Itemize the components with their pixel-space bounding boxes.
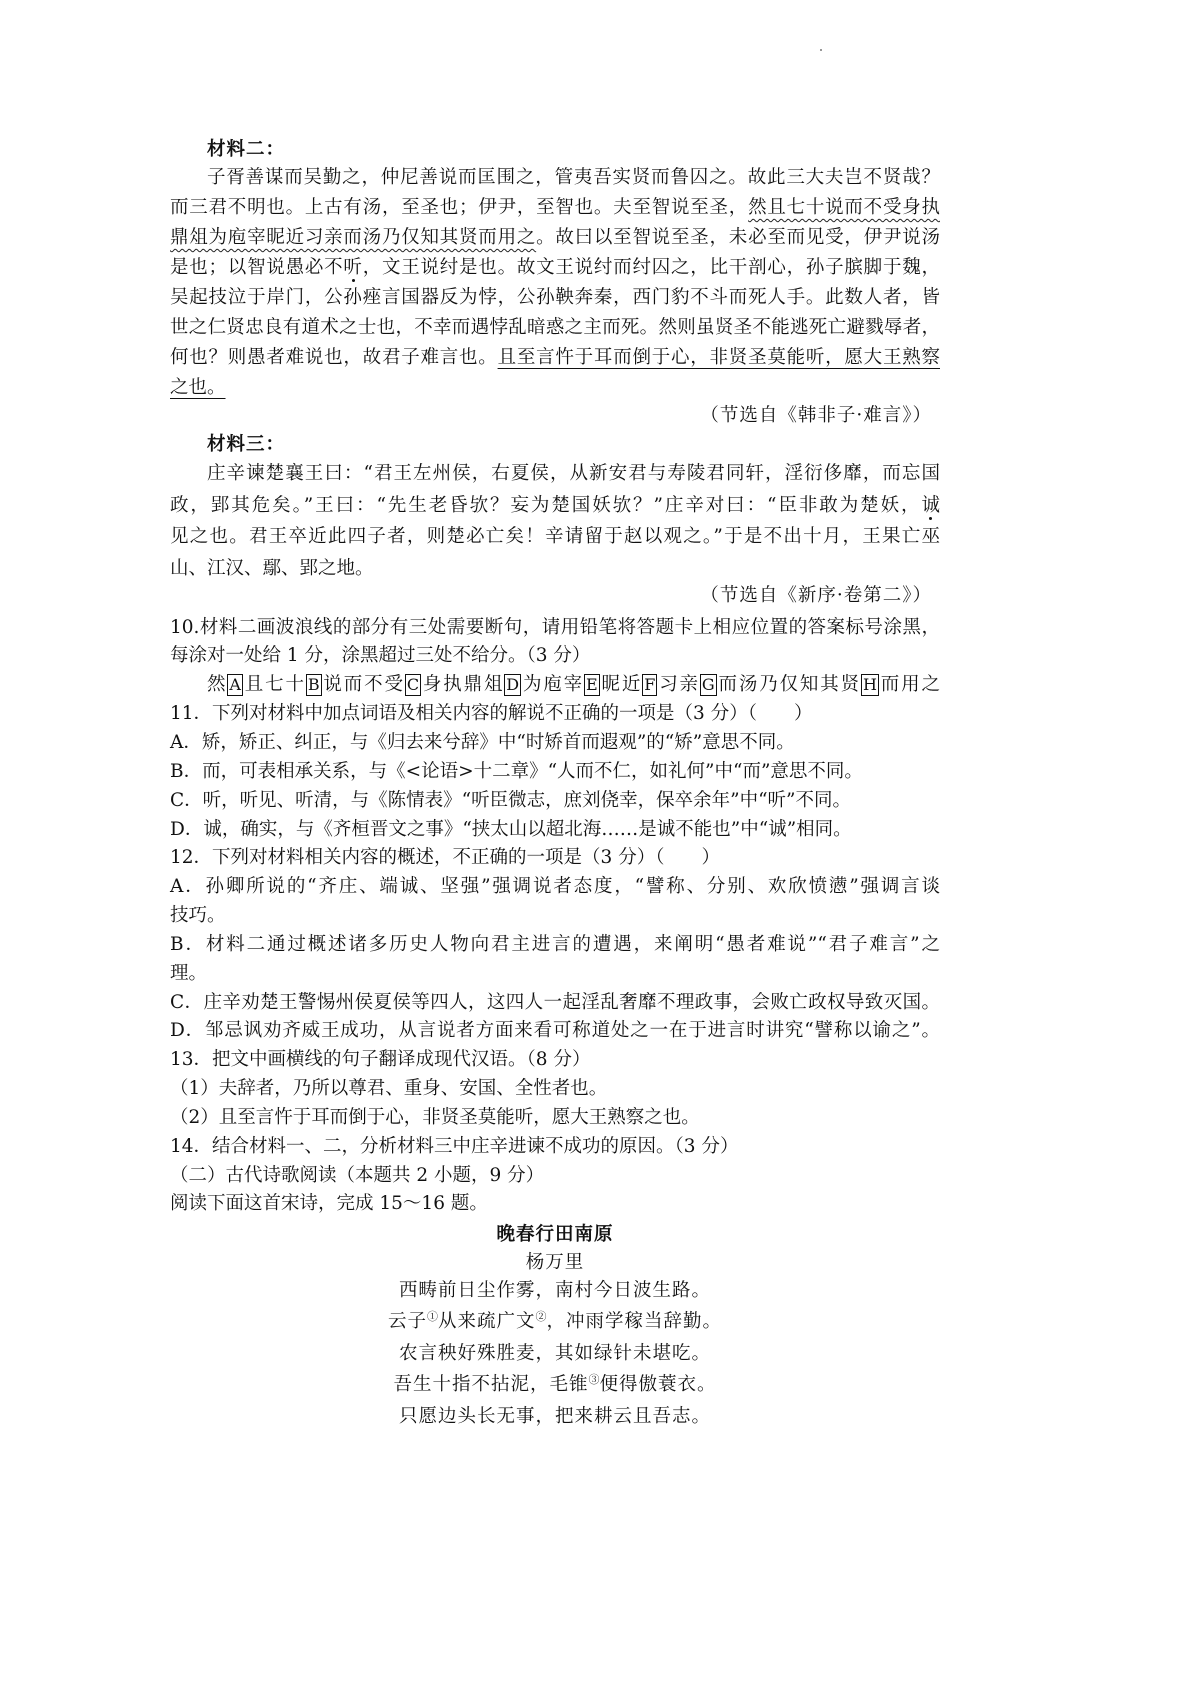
footnote-mark: ③ (588, 1373, 600, 1386)
passage-line (170, 343, 940, 373)
sentence-segment: 习亲 (657, 674, 700, 696)
question-13-stem: 13．把文中画横线的句子翻译成现代汉语。（8 分） (170, 1049, 591, 1071)
sentence-segment: 而汤乃仅知其贤 (716, 674, 861, 696)
poem-body (170, 1275, 940, 1433)
question-13-item-2: （2）且至言忤于耳而倒于心，非贤圣莫能听，愿大王熟察之也。 (170, 1106, 700, 1128)
poem-line (170, 1306, 940, 1338)
poem-text: ，冲雨学稼当辞勤。 (546, 1311, 723, 1332)
question-10-stem: 10.材料二画波浪线的部分有三处需要断句，请用铅笔将答题卡上相应位置的答案标号涂黑， (170, 616, 940, 638)
question-10-stem: 每涂对一处给 1 分，涂黑超过三处不给分。（3 分） (170, 645, 591, 667)
passage-line (170, 490, 940, 522)
passage-line (170, 253, 940, 283)
passage-line (170, 283, 940, 313)
passage-line (170, 223, 940, 253)
sentence-segment: 说而不受 (321, 674, 405, 696)
emphasis-dot-char: 听 (343, 257, 363, 278)
passage-line (170, 373, 940, 403)
section-2-title: （二）古代诗歌阅读（本题共 2 小题，9 分） (170, 1164, 545, 1186)
sentence-segment: 昵近 (599, 674, 643, 696)
poem-line (170, 1275, 940, 1307)
emphasis-dot-char: 诚 (921, 494, 940, 516)
passage-text: 子胥善谋而吴勤之，仲尼善说而匡围之，管夷吾实贤而鲁囚之。故此三大夫岂不贤哉？ (207, 167, 940, 188)
passage-line (170, 458, 940, 490)
underlined-text: 且至言忤于耳而倒于心，非贤圣莫能听，愿大王熟察 (497, 347, 940, 368)
poem-text: 只愿边头长无事，把来耕云且吾志。 (398, 1405, 711, 1427)
passage-text: 何也？则愚者难说也，故君子难言也。 (170, 347, 498, 368)
question-13-item-1: （1）夫辞者，乃所以尊君、重身、安国、全性者也。 (170, 1078, 608, 1100)
passage-text: 而三君不明也。上古有汤，至圣也；伊尹，至智也。夫至智说至圣， (170, 197, 749, 218)
underlined-text: 之也。 (170, 377, 226, 398)
passage-text: 见之也。君王卒近此四子者，则楚必亡矣！辛请留于赵以观之。”于是不出十月，王果亡巫 (170, 526, 940, 547)
answer-mark-box: D (506, 675, 520, 695)
poem-text: 农言秧好殊胜麦，其如绿针未堪吃。 (398, 1342, 711, 1364)
material-2-heading: 材料二： (207, 139, 286, 160)
question-12-option-d: D．邹忌讽劝齐威王成功，从言说者方面来看可称道处之一在于进言时讲究“譬称以谕之”。 (170, 1020, 940, 1042)
answer-mark-box: F (644, 675, 656, 695)
sentence-segment: 而用之 (878, 674, 940, 696)
question-11-stem: 11．下列对材料中加点词语及相关内容的解说不正确的一项是（3 分）（ ） (170, 703, 813, 725)
poem-text: 便得傲蓑衣。 (599, 1374, 717, 1395)
poem-text: 云子 (387, 1311, 427, 1332)
question-11-option-b: B．而，可表相承关系，与《<论语>十二章》“人而不仁，如礼何”中“而”意思不同。 (170, 760, 863, 782)
poem-line (170, 1338, 940, 1370)
question-12-option-b-cont: 理。 (170, 962, 208, 984)
answer-mark-box: A (229, 675, 241, 695)
question-11-option-a: A．矫，矫正、纠正，与《归去来兮辞》中“时矫首而遐观”的“矫”意思不同。 (170, 731, 795, 753)
question-10-sentence (170, 671, 940, 700)
question-12-option-a-cont: 技巧。 (170, 905, 226, 927)
question-12-option-c: C．庄辛劝楚王警惕州侯夏侯等四人，这四人一起淫乱奢靡不理政事，会败亡政权导致灭国。 (170, 991, 940, 1013)
poem-text: 西畴前日尘作雾，南村今日波生路。 (398, 1279, 711, 1301)
material-2-passage (170, 163, 940, 403)
sentence-segment: 然 (207, 674, 228, 696)
passage-line (170, 163, 940, 193)
passage-text: 政，郢其危矣。”王曰：“先生老昏欤？妄为楚国妖欤？”庄辛对曰：“臣非敢为楚妖， (170, 494, 922, 516)
footnote-mark: ② (535, 1310, 547, 1323)
material-3-source: （节选自《新序·卷第二》） (700, 585, 932, 606)
answer-mark-box: E (586, 675, 598, 695)
passage-line (170, 193, 940, 223)
scan-speck (820, 49, 822, 51)
answer-mark-box: C (406, 675, 420, 695)
poem-line (170, 1401, 940, 1433)
material-3-heading: 材料三： (207, 434, 286, 455)
wavy-underlined-text: 鼎俎为庖宰昵近习亲而汤乃仅知其贤而用之 (170, 227, 537, 248)
passage-line (170, 521, 940, 553)
question-12-option-a: A．孙卿所说的“齐庄、端诚、坚强”强调说者态度，“譬称、分别、欢欣愤懑”强调言谈 (170, 876, 940, 898)
answer-mark-box: G (701, 675, 715, 695)
passage-text: 。故曰以至智说至圣，未必至而见受，伊尹说汤 (536, 227, 940, 248)
poem-text: 吾生十指不拈泥，毛锥 (393, 1374, 589, 1395)
poem-line (170, 1369, 940, 1401)
question-11-option-c: C．听，听见、听清，与《陈情表》“听臣微志，庶刘侥幸，保卒余年”中“听”不同。 (170, 789, 851, 811)
question-12-option-b: B．材料二通过概述诸多历史人物向君主进言的遭遇，来阐明“愚者难说”“君子难言”之 (170, 933, 940, 955)
question-12-stem: 12．下列对材料相关内容的概述，不正确的一项是（3 分）（ ） (170, 847, 720, 869)
material-2-source: （节选自《韩非子·难言》） (700, 405, 932, 426)
answer-mark-box: H (862, 675, 877, 695)
passage-text: 吴起技泣于岸门，公孙痤言国器反为悖，公孙鞅奔秦，西门豹不斗而死人手。此数人者，皆 (170, 287, 940, 308)
questions (170, 614, 940, 1220)
footnote-mark: ① (426, 1310, 438, 1323)
passage-line (170, 313, 940, 343)
sentence-segment: 且七十 (242, 674, 306, 696)
passage-text: 庄辛谏楚襄王曰：“君王左州侯，右夏侯，从新安君与寿陵君同轩，淫衍侈靡，而忘国 (207, 463, 940, 484)
passage-text: ，文王说纣是也。故文王说纣而纣囚之，比干剖心，孙子膑脚于魏， (362, 257, 940, 278)
poem-text: 从来疏广文 (437, 1311, 536, 1332)
answer-mark-box: B (307, 675, 320, 695)
passage-text: 世之仁贤忠良有道术之士也，不幸而遇悖乱暗惑之主而死。然则虽贤圣不能逃死亡避戮辱者， (170, 317, 940, 338)
wavy-underlined-text: 然且七十说而不受身执 (748, 197, 940, 218)
material-3-passage (170, 458, 940, 584)
passage-text: 山、江汉、鄢、郢之地。 (170, 557, 374, 579)
passage-line (170, 553, 940, 585)
passage-text: 是也；以智说愚必不 (170, 257, 344, 278)
question-11-option-d: D．诚，确实，与《齐桓晋文之事》“挟太山以超北海……是诚不能也”中“诚”相同。 (170, 818, 852, 840)
section-2-instruction: 阅读下面这首宋诗，完成 15～16 题。 (170, 1193, 488, 1215)
poem-author: 杨万里 (525, 1252, 585, 1273)
poem-title: 晚春行田南原 (496, 1224, 614, 1245)
poem-header (170, 1221, 940, 1277)
sentence-segment: 身执鼎俎 (421, 674, 505, 696)
sentence-segment: 为庖宰 (521, 674, 585, 696)
question-14-stem: 14．结合材料一、二，分析材料三中庄辛进谏不成功的原因。（3 分） (170, 1135, 739, 1157)
